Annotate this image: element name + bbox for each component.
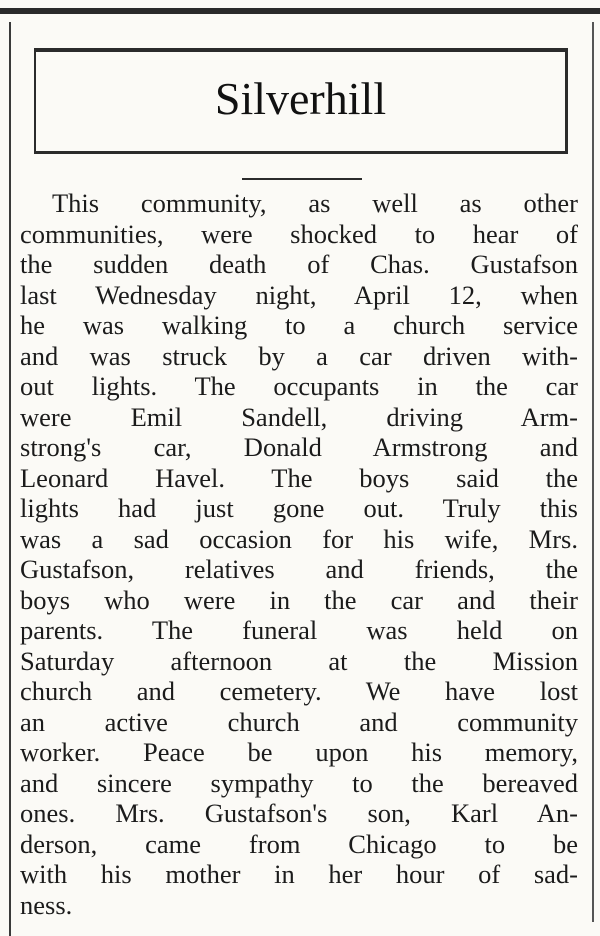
heading-divider bbox=[242, 178, 362, 180]
article-line: the sudden death of Chas. Gustafson bbox=[20, 249, 578, 279]
article-line: and was struck by a car driven with- bbox=[20, 340, 578, 371]
article-line: derson, came from Chicago to be bbox=[20, 828, 578, 859]
article-line: Gustafson, relatives and friends, the bbox=[20, 554, 578, 584]
article-line: were Emil Sandell, driving Arm- bbox=[20, 401, 578, 432]
article-line: parents. The funeral was held on bbox=[20, 615, 578, 645]
article-line: lights had just gone out. Truly this bbox=[20, 493, 578, 523]
article-line: out lights. The occupants in the car bbox=[20, 371, 578, 401]
article-line: with his mother in her hour of sad- bbox=[20, 859, 578, 889]
article-body bbox=[20, 188, 578, 920]
article-line: church and cemetery. We have lost bbox=[20, 676, 578, 706]
article-line: Leonard Havel. The boys said the bbox=[20, 462, 578, 493]
article-line: communities, were shocked to hear of bbox=[20, 218, 578, 249]
article-line: ones. Mrs. Gustafson's son, Karl An- bbox=[20, 798, 578, 828]
article-line: This community, as well as other bbox=[52, 188, 578, 218]
heading-box bbox=[34, 48, 568, 154]
article-line: boys who were in the car and their bbox=[20, 584, 578, 615]
article-line: ness. bbox=[20, 889, 73, 920]
article-line: and sincere sympathy to the bereaved bbox=[20, 767, 578, 798]
article-line: Saturday afternoon at the Mission bbox=[20, 645, 578, 676]
column-heading: Silverhill bbox=[214, 73, 387, 124]
article-line: last Wednesday night, April 12, when bbox=[20, 279, 578, 310]
column-left-edge bbox=[9, 22, 11, 936]
article-line: strong's car, Donald Armstrong and bbox=[20, 432, 578, 462]
article-line: an active church and community bbox=[20, 706, 578, 737]
top-rule bbox=[0, 8, 600, 14]
article-line: worker. Peace be upon his memory, bbox=[20, 737, 578, 767]
article-line: he was walking to a church service bbox=[20, 310, 578, 340]
column-right-edge bbox=[592, 22, 594, 922]
article-line: was a sad occasion for his wife, Mrs. bbox=[20, 523, 578, 554]
